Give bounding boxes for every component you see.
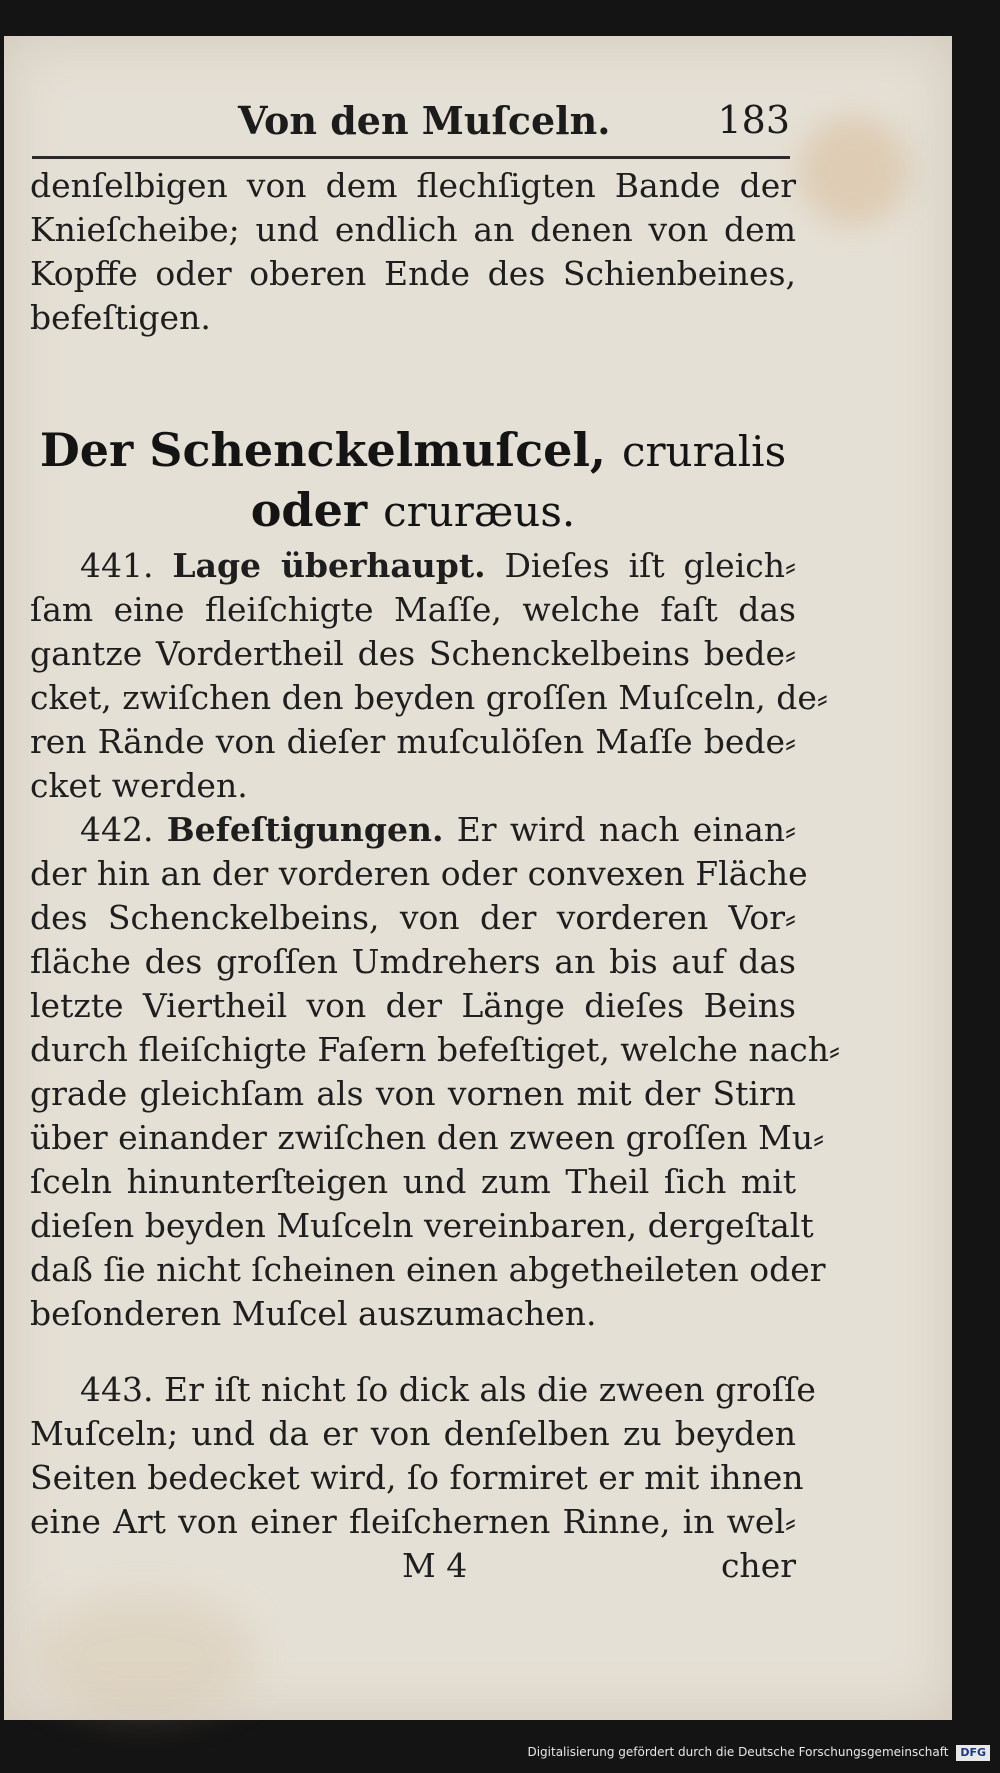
text-line: ſceln hinunterſteigen und zum Theil ſich mit [30,1162,796,1201]
catchword: cher [720,1546,796,1585]
section-443 [30,1368,816,1544]
text-line [30,808,796,852]
heading-latin: cruralis [621,427,787,476]
heading-latin: cruræus. [383,487,576,536]
text-line [30,1368,816,1412]
text-line: durch fleiſchigte Faſern befeſtiget, welche nach⸗ [30,1030,841,1069]
section-heading [30,420,796,540]
text-line: des Schenckelbeins, von der vorderen Vor⸗ [30,898,796,937]
text-line: gantze Vordertheil des Schenckelbeins bede⸗ [30,634,796,673]
heading-line [30,480,796,540]
text-line: cket werden. [30,766,248,805]
text-line: ſam eine fleiſchigte Maſſe, welche faſt das [30,590,796,629]
text-line: ren Rände von dieſer muſculöſen Maſſe bede⸗ [30,722,796,761]
line-text: Er iſt nicht ſo dick als die zween groſſe [163,1370,816,1409]
section-number: 441. [80,546,154,585]
digitization-credit [527,1745,990,1767]
section-keyword: Befeſtigungen. [166,810,444,849]
section-number: 443. [80,1370,154,1409]
text-line: fläche des groſſen Umdrehers an bis auf das [30,942,796,981]
text-line: Knieſcheibe; und endlich an denen von dem [30,210,796,249]
text-line: daß ſie nicht ſcheinen einen abgetheileten oder [30,1250,826,1289]
section-number: 442. [80,810,154,849]
paper-stain [34,1596,254,1716]
text-line: beſonderen Muſcel auszumachen. [30,1294,597,1333]
text-line: cket, zwiſchen den beyden groſſen Muſceln, de⸗ [30,678,828,717]
running-title: Von den Muſceln. [238,98,611,143]
page-number: 183 [717,98,790,142]
text-line: Muſceln; und da er von denſelben zu beyden [30,1414,796,1453]
book-page [4,36,952,1720]
dfg-logo: DFG [956,1745,990,1761]
text-line: Kopffe oder oberen Ende des Schienbeines, [30,254,796,293]
heading-line [30,420,796,480]
heading-german: oder [250,483,368,537]
text-line: letzte Viertheil von der Länge dieſes Beins [30,986,796,1025]
section-442 [30,808,841,1336]
section-keyword: Lage überhaupt. [172,546,486,585]
line-text: Er wird nach einan⸗ [456,810,797,849]
top-paragraph [30,164,796,340]
section-441 [30,544,828,808]
catchline [30,1544,796,1588]
heading-german: Der Schenckelmuſcel, [39,423,606,477]
text-line: grade gleichſam als von vornen mit der Stirn [30,1074,796,1113]
text-line: dieſen beyden Muſceln vereinbaren, dergeſtalt [30,1206,814,1245]
text-line: über einander zwiſchen den zween groſſen Mu⸗ [30,1118,825,1157]
signature-mark: M 4 [402,1546,468,1585]
text-line [30,544,796,588]
paper-stain [799,116,909,226]
text-line: denſelbigen von dem flechſigten Bande der [30,166,796,205]
text-line: eine Art von einer fleiſchernen Rinne, in wel⸗ [30,1502,796,1541]
page-header [32,96,790,159]
text-line: Seiten bedecket wird, ſo formiret er mit ihnen [30,1458,804,1497]
credit-text: Digitalisierung gefördert durch die Deutsche Forschungsgemeinschaft [527,1745,949,1759]
text-line: der hin an der vorderen oder convexen Fläche [30,854,808,893]
text-line: befeſtigen. [30,298,211,337]
line-text: Dieſes iſt gleich⸗ [504,546,796,585]
